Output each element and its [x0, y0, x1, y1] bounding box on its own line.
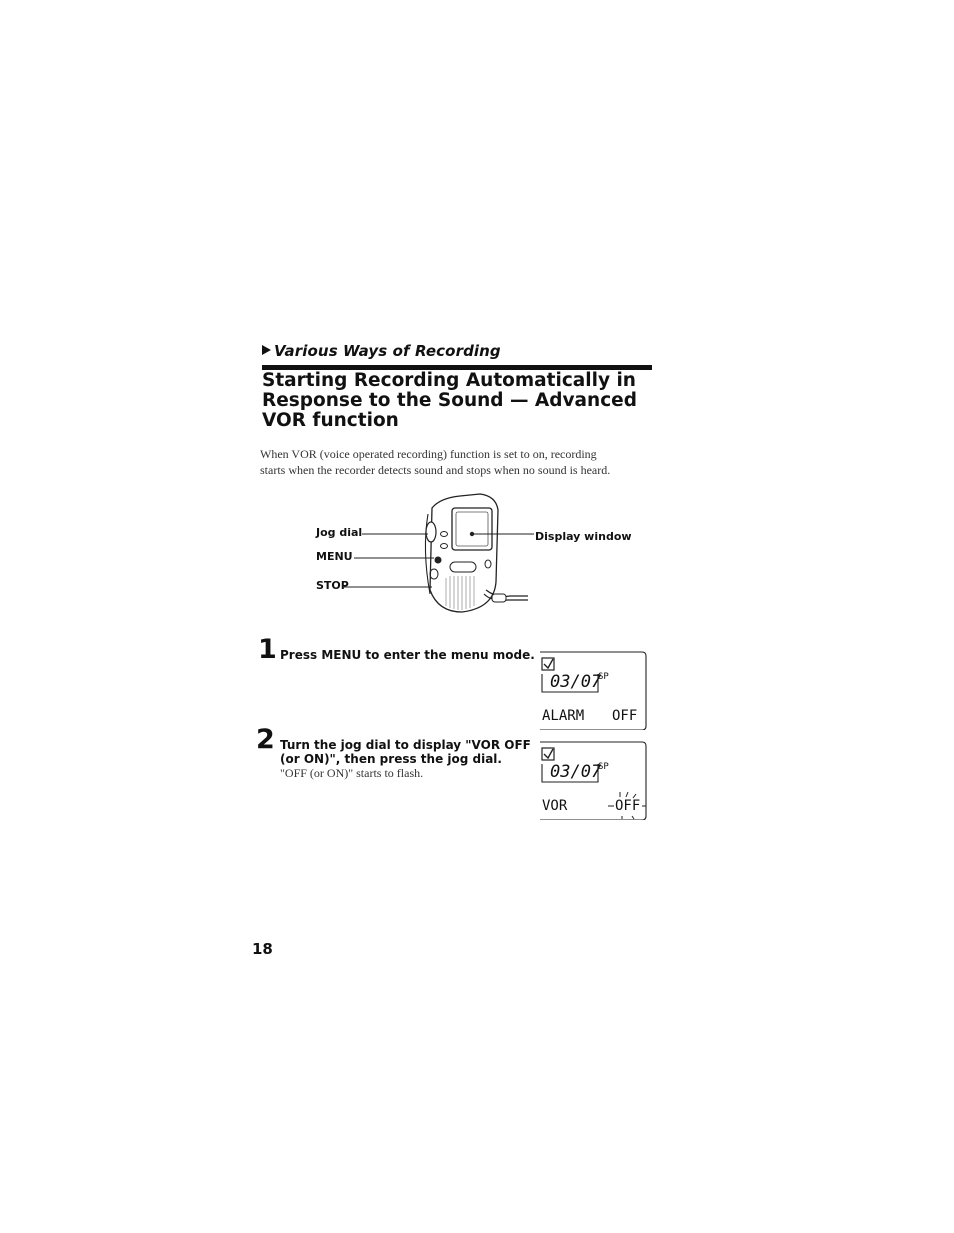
menu-label: MENU	[316, 550, 353, 563]
section-label: Various Ways of Recording	[262, 342, 501, 360]
title-line-2: Response to the Sound — Advanced	[262, 390, 637, 411]
page-number: 18	[252, 940, 273, 958]
step-1-number: 1	[258, 634, 277, 665]
title-line-3: VOR function	[262, 410, 399, 431]
step-1-text: Press MENU to enter the menu mode.	[280, 648, 535, 662]
intro-line-2: starts when the recorder detects sound and stops when no sound is heard.	[260, 463, 611, 477]
lcd-alarm-text: ALARM	[542, 708, 585, 724]
step-2-subtext: "OFF (or ON)" starts to flash.	[280, 766, 424, 780]
step-2-text-line-2: (or ON)", then press the jog dial.	[280, 752, 502, 766]
stop-label: STOP	[316, 579, 349, 592]
display-window-label: Display window	[535, 530, 632, 543]
recorder-drawing-icon	[320, 490, 640, 620]
jog-dial-label: Jog dial	[316, 526, 363, 539]
triangle-bullet-icon	[262, 345, 271, 355]
page-title	[262, 371, 662, 431]
lcd-mode: SP	[598, 762, 609, 772]
lcd-mode: SP	[598, 672, 609, 682]
lcd-alarm-value: OFF	[612, 708, 638, 724]
lcd-vor-value: OFF	[615, 798, 641, 814]
lcd-counter: 03/07	[550, 762, 602, 782]
lcd-counter: 03/07	[550, 672, 602, 692]
lcd-vor-text: VOR	[542, 798, 568, 814]
step-2-number: 2	[256, 724, 275, 755]
step-2-text-line-1: Turn the jog dial to display "VOR OFF	[280, 738, 531, 752]
title-line-1: Starting Recording Automatically in	[262, 370, 636, 391]
intro-paragraph	[260, 446, 660, 478]
intro-line-1: When VOR (voice operated recording) function is set to on, recording	[260, 447, 597, 461]
step-2-display	[536, 740, 648, 820]
step-1-display	[536, 650, 648, 730]
device-illustration	[320, 490, 640, 620]
